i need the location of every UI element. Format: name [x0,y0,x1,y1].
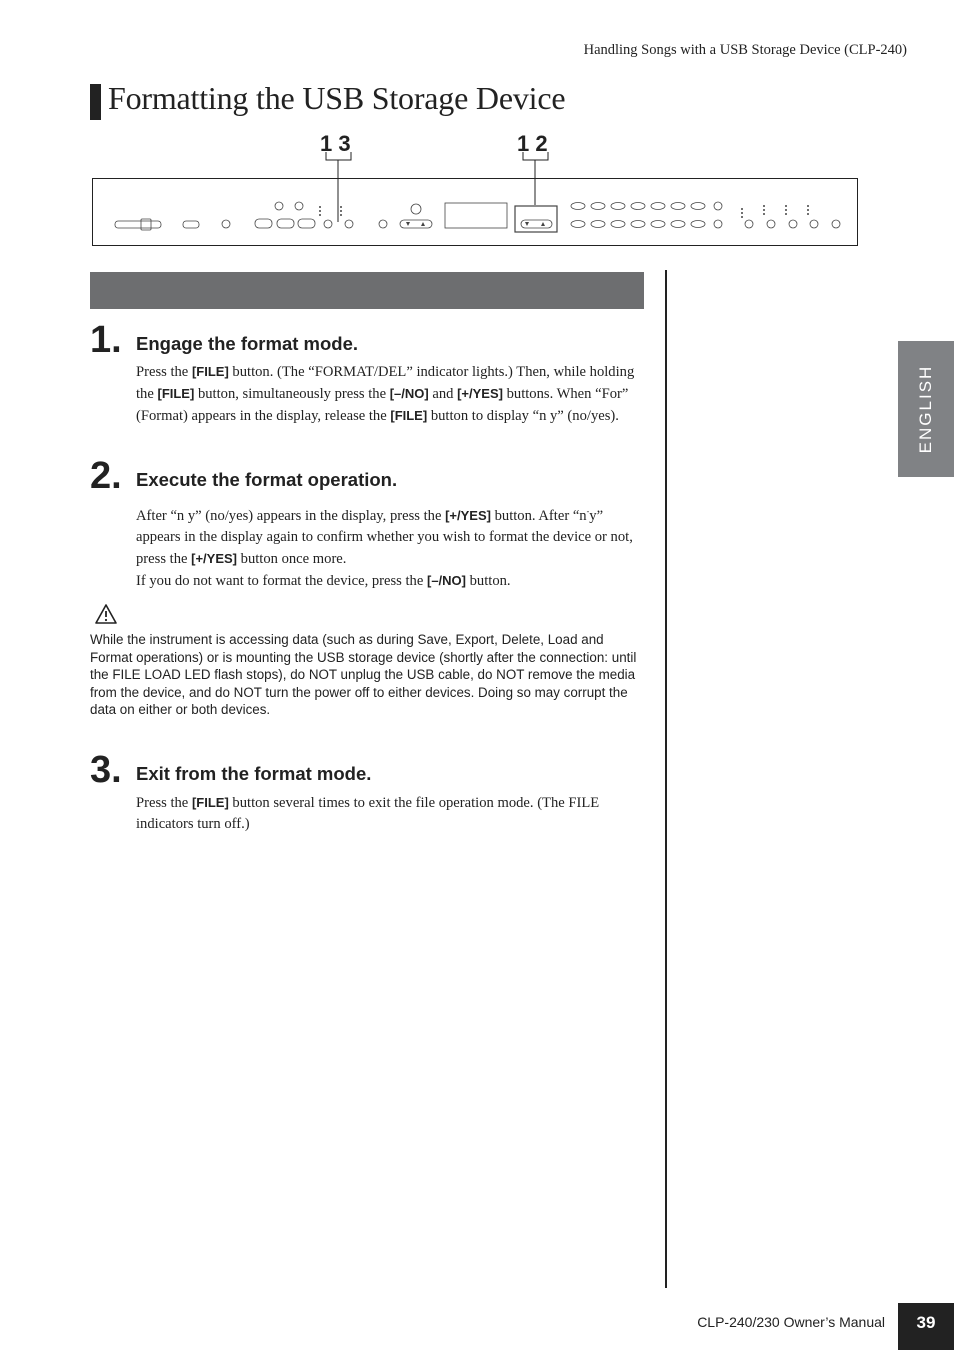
section-header-band [90,272,644,309]
control-panel-illustration [92,178,858,246]
language-tab-label: ENGLISH [916,364,935,454]
step-2-heading: Execute the format operation. [136,469,398,490]
step-3-number: 3. [90,749,122,791]
step-1-heading: Engage the format mode. [136,333,359,354]
column-divider [665,270,667,1288]
language-tab [898,341,954,477]
step-3-heading: Exit from the format mode. [136,763,372,784]
step-1-body: Press the [FILE] button. (The “FORMAT/DEL” indicator lights.) Then, while holding the [FILE] button, simultaneously press the [–/NO] and [+/YES] buttons. When “For” (Format) appears in the display, release the [FILE] button to display “n y” (no/yes). [136,364,635,424]
running-head: Handling Songs with a USB Storage Device (CLP-240) [583,42,907,58]
panel-drawing [93,179,856,244]
caution-text: While the instrument is accessing data (such as during Save, Export, Delete, Load and Format operations) or is mounting the USB storage device (shortly after the connection: until the FILE LOAD LED flash stops), do NOT unplug the USB cable, do NOT remove the media from the device, and do NOT turn the power off to either devices. Doing so may corrupt the data on either or both devices. [90,632,637,717]
callout-step-1-2: 1 2 [517,131,548,156]
footer-manual-name: CLP-240/230 Owner’s Manual [697,1314,885,1330]
callout-step-1-3: 1 3 [320,131,351,156]
step-2-body: After “n y” (no/yes) appears in the display, press the [+/YES] button. After “n-y” appears in the display again to confirm whether you wish to format the device or not, press the [+/YES] button once more. If you do not want to format the device, press the [–/NO] button. [136,507,633,589]
warning-triangle-icon [94,603,118,625]
step-2-number: 2. [90,455,122,497]
step-3-body: Press the [FILE] button several times to exit the file operation mode. (The FILE indicators turn off.) [136,795,600,832]
page-title: Formatting the USB Storage Device [108,80,566,116]
step-1-number: 1. [90,319,122,361]
page-number: 39 [898,1303,954,1350]
